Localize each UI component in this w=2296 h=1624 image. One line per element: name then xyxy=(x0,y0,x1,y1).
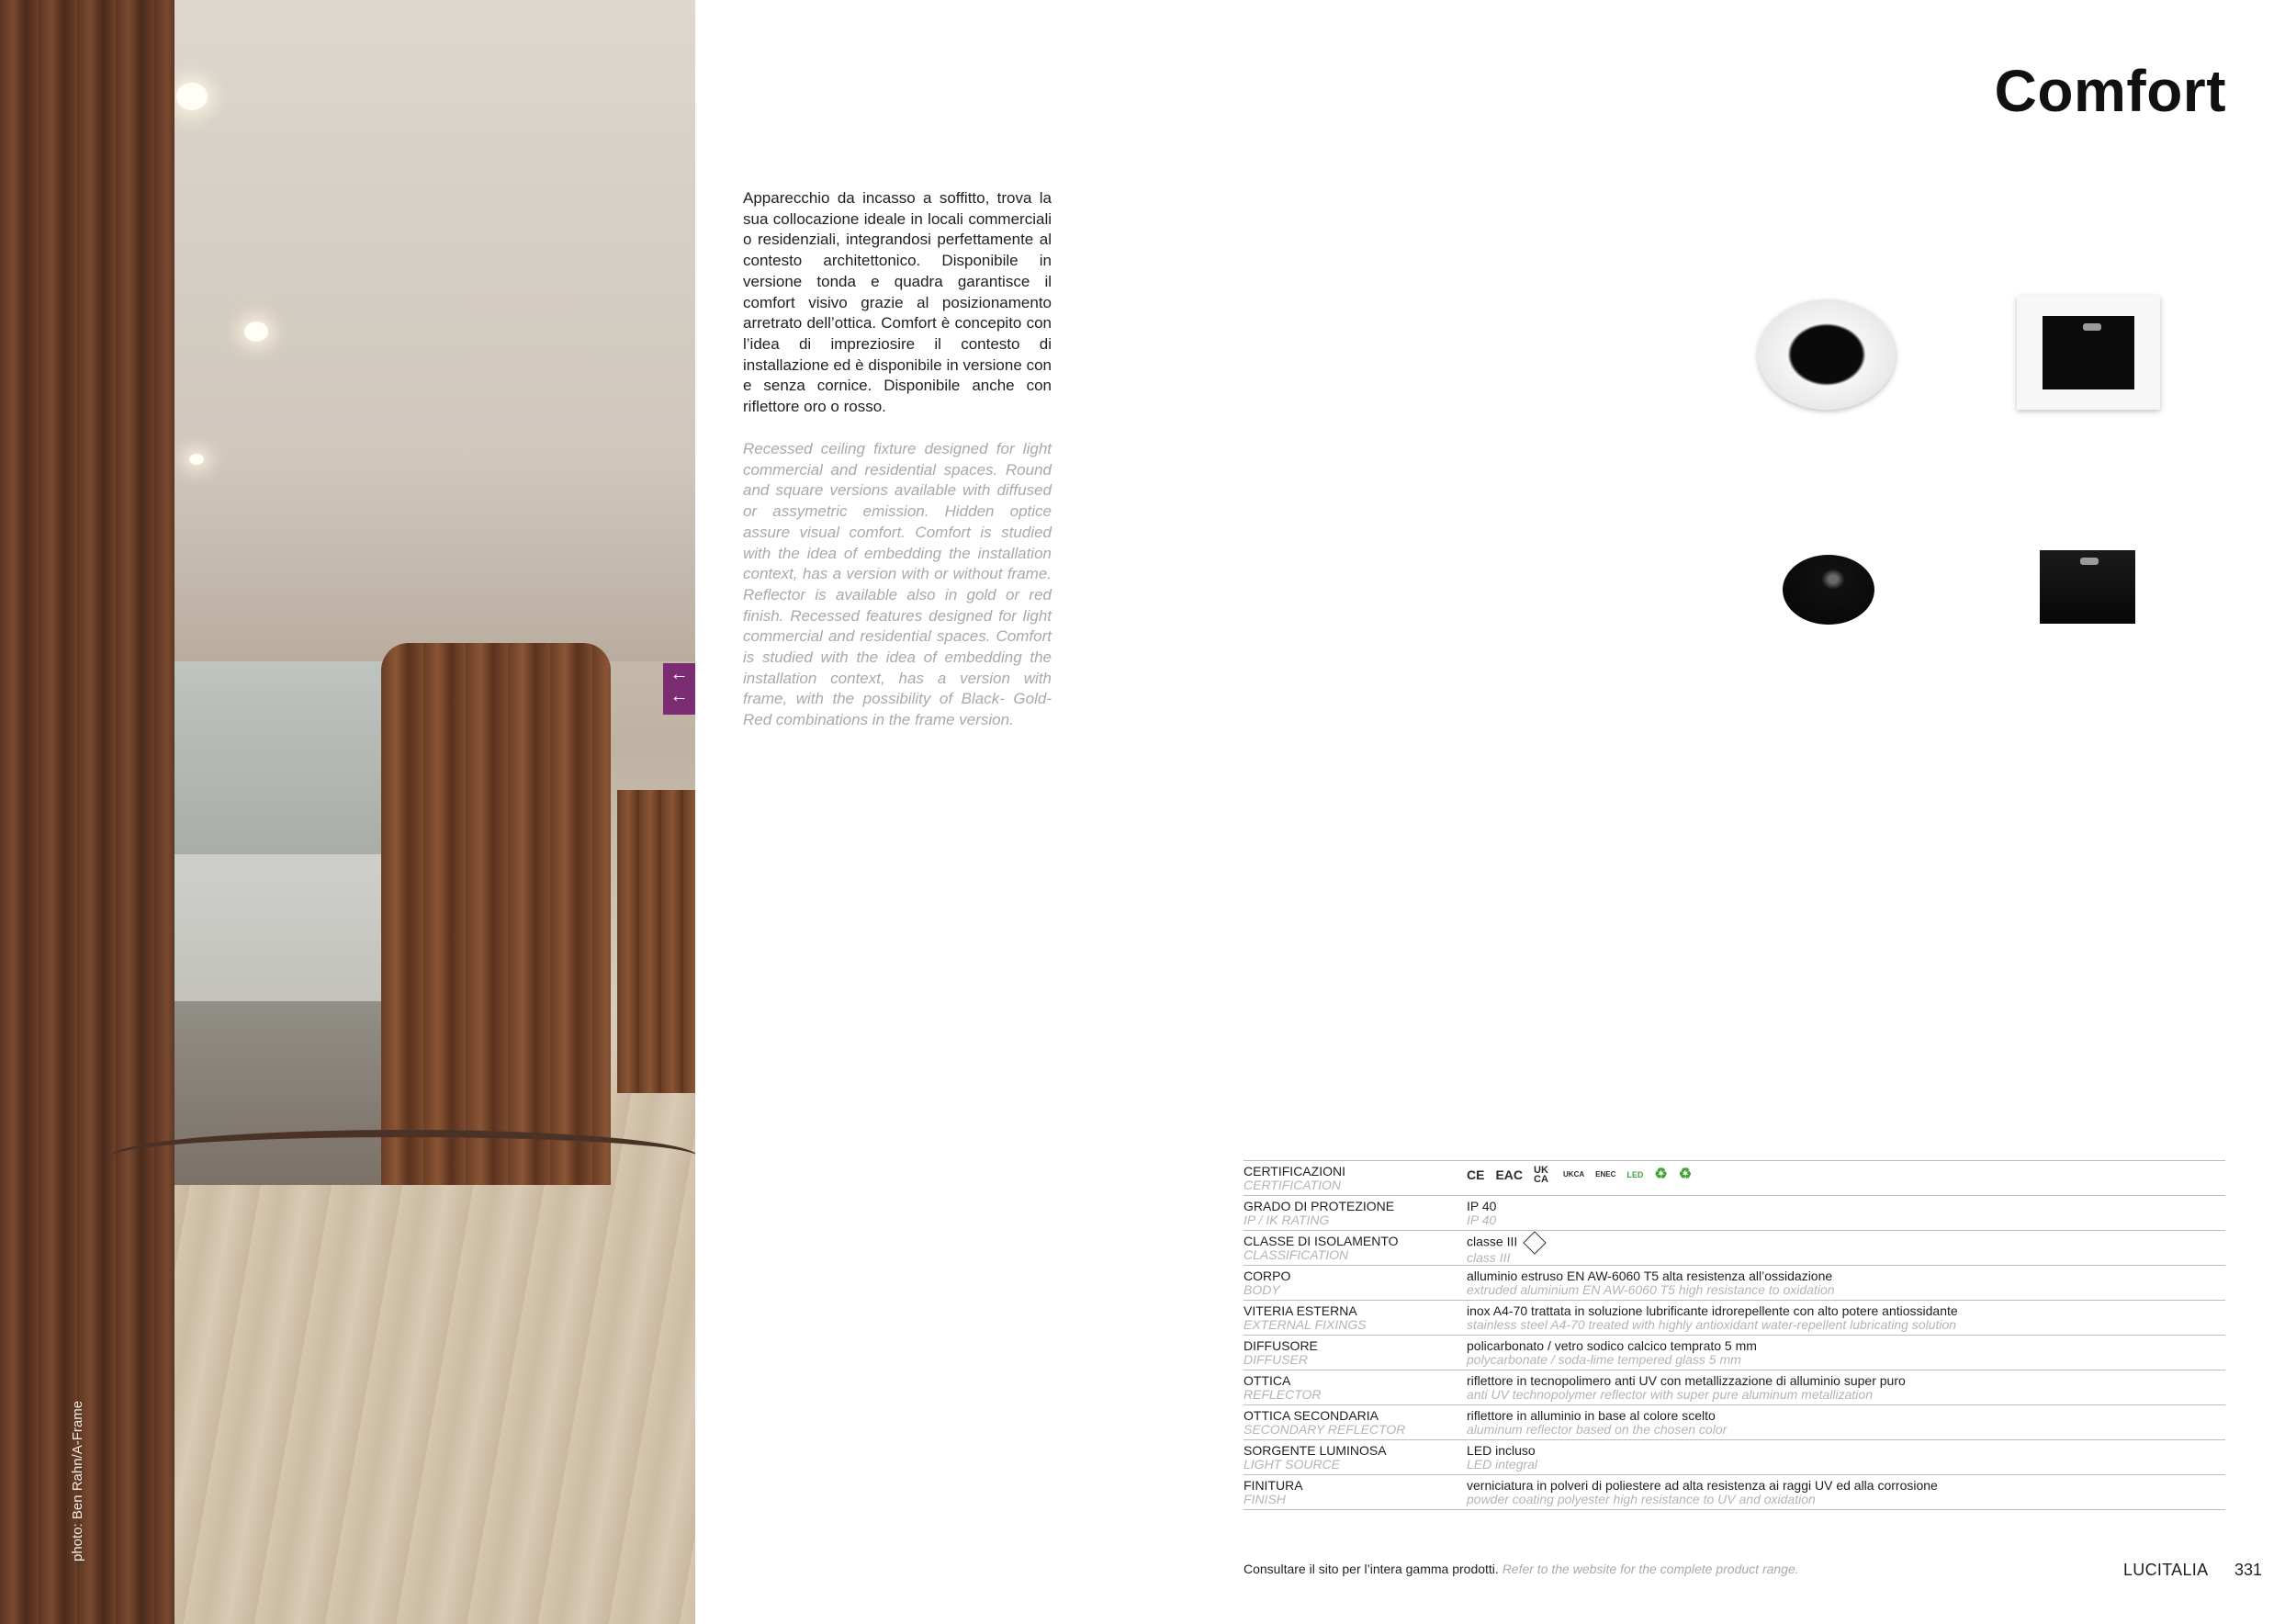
spec-label-en: CERTIFICATION xyxy=(1244,1178,1342,1192)
spec-value: policarbonato / vetro sodico calcico temprato 5 mm xyxy=(1467,1338,1757,1353)
spec-label-en: DIFFUSER xyxy=(1244,1352,1308,1367)
spec-value-en: stainless steel A4-70 treated with highly antioxidant water-repellent lubricating solution xyxy=(1467,1317,1957,1332)
spec-value-en: powder coating polyester high resistance to UV and oxidation xyxy=(1467,1492,1816,1506)
spec-value-en: aluminum reflector based on the chosen color xyxy=(1467,1422,1728,1437)
spec-value-en: polycarbonate / soda-lime tempered glass 5 mm xyxy=(1467,1352,1741,1367)
spec-row xyxy=(1244,1474,2225,1510)
enec-icon: ENEC xyxy=(1595,1170,1616,1179)
spec-label-en: IP / IK RATING xyxy=(1244,1212,1330,1227)
wood-column xyxy=(0,0,174,1624)
spec-value: inox A4-70 trattata in soluzione lubrificante idrorepellente con alto potere antiossidante xyxy=(1467,1303,1958,1318)
product-round-framed-image xyxy=(1758,299,1896,410)
spec-label-en: EXTERNAL FIXINGS xyxy=(1244,1317,1367,1332)
product-title: Comfort xyxy=(1994,58,2226,124)
wood-column xyxy=(617,790,695,1093)
spec-label: FINITURA xyxy=(1244,1478,1303,1493)
led-icon: LED xyxy=(1626,1170,1644,1179)
spec-label-en: BODY xyxy=(1244,1282,1280,1297)
spec-value-en: LED integral xyxy=(1467,1457,1538,1472)
spec-label: GRADO DI PROTEZIONE xyxy=(1244,1199,1395,1213)
ukca-mark-icon: UK CA xyxy=(1534,1165,1548,1185)
ce-mark-icon: CE xyxy=(1467,1167,1485,1182)
spec-value-en: anti UV technopolymer reflector with super pure aluminum metallization xyxy=(1467,1387,1873,1402)
spec-value-en: class III xyxy=(1467,1250,1511,1265)
spec-table xyxy=(1244,1160,2225,1510)
spec-label: OTTICA xyxy=(1244,1373,1291,1388)
spec-row xyxy=(1244,1265,2225,1300)
recycle-icon: ♻ xyxy=(1678,1167,1693,1182)
product-square-frameless-image xyxy=(2040,550,2135,624)
handrail xyxy=(110,1130,695,1220)
spec-value-en: extruded aluminium EN AW-6060 T5 high resistance to oxidation xyxy=(1467,1282,1835,1297)
spec-row xyxy=(1244,1300,2225,1335)
spec-row xyxy=(1244,1195,2225,1230)
eac-mark-icon: EAC xyxy=(1495,1167,1524,1182)
recycle-icon: ♻ xyxy=(1654,1167,1668,1182)
spec-value: verniciatura in polveri di poliestere ad alta resistenza ai raggi UV ed alla corrosione xyxy=(1467,1478,1938,1493)
ceiling-downlight xyxy=(244,321,268,342)
page-number: 331 xyxy=(2234,1561,2263,1579)
arrow-left-icon: ← xyxy=(670,686,689,706)
spec-row xyxy=(1244,1439,2225,1474)
frosted-glass-band xyxy=(170,854,386,1001)
spec-label-en: CLASSIFICATION xyxy=(1244,1247,1349,1262)
spec-value: riflettore in alluminio in base al colore scelto xyxy=(1467,1408,1716,1423)
ukca-small-icon: UKCA xyxy=(1563,1170,1585,1179)
ceiling-downlight xyxy=(176,83,208,110)
spec-label-en: REFLECTOR xyxy=(1244,1387,1322,1402)
spec-label: DIFFUSORE xyxy=(1244,1338,1318,1353)
website-note-italian: Consultare il sito per l’intera gamma prodotti. xyxy=(1244,1562,1499,1576)
spec-label-en: SECONDARY REFLECTOR xyxy=(1244,1422,1406,1437)
spec-label: OTTICA SECONDARIA xyxy=(1244,1408,1379,1423)
spec-row xyxy=(1244,1230,2225,1265)
spec-label: CORPO xyxy=(1244,1269,1291,1283)
description-italian: Apparecchio da incasso a soffitto, trova la sua collocazione ideale in locali commerciali o residenziali, integrandosi perfettamente al contesto architettonico. Disponibile in versione tonda e quadra garantisce il comfort visivo grazie al posizionamento arretrato dell’ottica. Comfort è concepito con l’idea di impreziosire il contesto di installazione ed è disponibile in versione con e senza cornice. Disponibile anche con riflettore oro o rosso. xyxy=(743,189,1052,416)
spec-row xyxy=(1244,1370,2225,1404)
spec-row xyxy=(1244,1335,2225,1370)
spec-label: CLASSE DI ISOLAMENTO xyxy=(1244,1234,1399,1248)
website-note-english: Refer to the website for the complete product range. xyxy=(1502,1562,1799,1576)
spec-value: IP 40 xyxy=(1467,1199,1497,1213)
description-english: Recessed ceiling fixture designed for light commercial and residential spaces. Round and square versions available with diffused or assymetric emission. Hidden optice assure visual comfort. Comfort is studied with the idea of embedding the installation context, has a version with or without frame. Reflector is available also in gold or red finish. Recessed features designed for light commercial and residential spaces. Comfort is studied with the idea of embedding the installation context, has a version with frame, with the possibility of Black- Gold-Red combinations in the frame version. xyxy=(743,440,1052,729)
spec-value: LED incluso xyxy=(1467,1443,1536,1458)
class-iii-icon xyxy=(1524,1231,1547,1254)
arrow-left-icon: ← xyxy=(670,664,689,684)
brand-name: LUCITALIA xyxy=(2123,1561,2209,1579)
spec-label: VITERIA ESTERNA xyxy=(1244,1303,1357,1318)
product-square-framed-image xyxy=(2017,296,2160,410)
spec-label: CERTIFICAZIONI xyxy=(1244,1164,1345,1179)
photo-credit: photo: Ben Rahn/A-Frame xyxy=(70,1400,85,1562)
spec-value: classe III xyxy=(1467,1235,2225,1251)
product-round-frameless-image xyxy=(1783,555,1874,625)
wood-column xyxy=(381,643,611,1185)
spec-label-en: FINISH xyxy=(1244,1492,1286,1506)
certification-icons xyxy=(1467,1166,1692,1184)
spec-label-en: LIGHT SOURCE xyxy=(1244,1457,1341,1472)
spec-label: SORGENTE LUMINOSA xyxy=(1244,1443,1387,1458)
website-note xyxy=(1244,1562,1799,1576)
spec-value: alluminio estruso EN AW-6060 T5 alta resistenza all’ossidazione xyxy=(1467,1269,1833,1283)
exit-sign xyxy=(663,663,695,715)
interior-photo xyxy=(0,0,695,1624)
spec-row xyxy=(1244,1160,2225,1195)
spec-value-en: IP 40 xyxy=(1467,1212,1497,1227)
ceiling-downlight xyxy=(189,454,204,465)
spec-row xyxy=(1244,1404,2225,1439)
spec-value: riflettore in tecnopolimero anti UV con metallizzazione di alluminio super puro xyxy=(1467,1373,1906,1388)
